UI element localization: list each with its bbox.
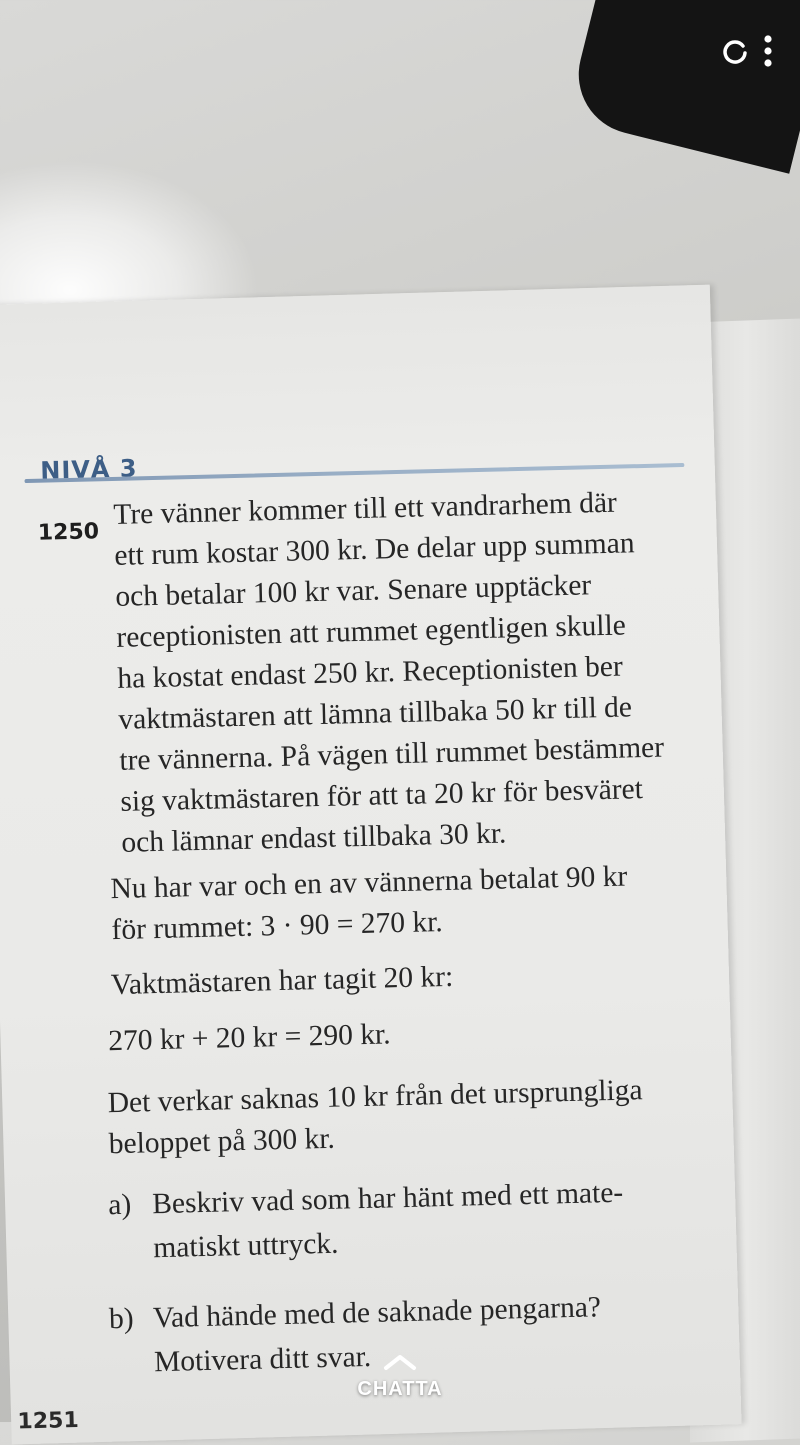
text-line: receptionisten att rummet egentligen skulle — [116, 609, 627, 654]
problem-number: 1250 — [37, 519, 100, 546]
paragraph-payment — [110, 857, 629, 952]
text-line: och lämnar endast tillbaka 30 kr. — [121, 817, 507, 859]
text-line: tre vännerna. På vägen till rummet bestämmer — [119, 731, 665, 777]
question-letter: b) — [108, 1302, 135, 1336]
level-heading: NIVÅ 3 — [39, 454, 138, 485]
chat-label: CHATTA — [357, 1378, 443, 1400]
text-line: ett rum kostar 300 kr. De delar upp summan — [114, 527, 635, 572]
question-a — [108, 1171, 625, 1272]
text-line: ha kostat endast 250 kr. Receptionisten ber — [117, 650, 624, 695]
chevron-up-icon — [380, 1352, 420, 1372]
text-line: 270 kr + 20 kr = 290 kr. — [107, 1018, 391, 1058]
question-letter: a) — [107, 1188, 132, 1222]
paragraph-porter — [110, 957, 453, 1006]
paragraph-equation — [108, 1014, 391, 1062]
next-problem-number: 1251 — [17, 1408, 80, 1435]
chat-button[interactable] — [0, 1352, 800, 1401]
text-line: Nu har var och en av vännerna betalat 90 kr — [110, 860, 628, 906]
text-line: och betalar 100 kr var. Senare upptäcker — [115, 569, 592, 613]
text-line: Vaktmästaren har tagit 20 kr: — [110, 960, 454, 1002]
paragraph-missing — [107, 1070, 644, 1165]
text-line: för rummet: 3 · 90 = 270 kr. — [111, 906, 444, 947]
text-line: Det verkar saknas 10 kr från det ursprungliga — [107, 1074, 643, 1120]
text-line: Vad hände med de saknade pengarna? — [152, 1291, 602, 1335]
problem-intro — [113, 482, 667, 864]
text-line: Beskriv vad som har hänt med ett mate- — [151, 1176, 624, 1221]
text-line: Motivera ditt svar. — [153, 1340, 372, 1379]
text-line: vaktmästaren att lämna tillbaka 50 kr till de — [118, 691, 633, 736]
text-line: beloppet på 300 kr. — [108, 1122, 336, 1161]
text-line: sig vaktmästaren för att ta 20 kr för besväret — [120, 773, 644, 818]
text-line: Tre vänner kommer till ett vandrarhem där — [113, 486, 618, 531]
text-line: matiskt uttryck. — [152, 1227, 339, 1265]
